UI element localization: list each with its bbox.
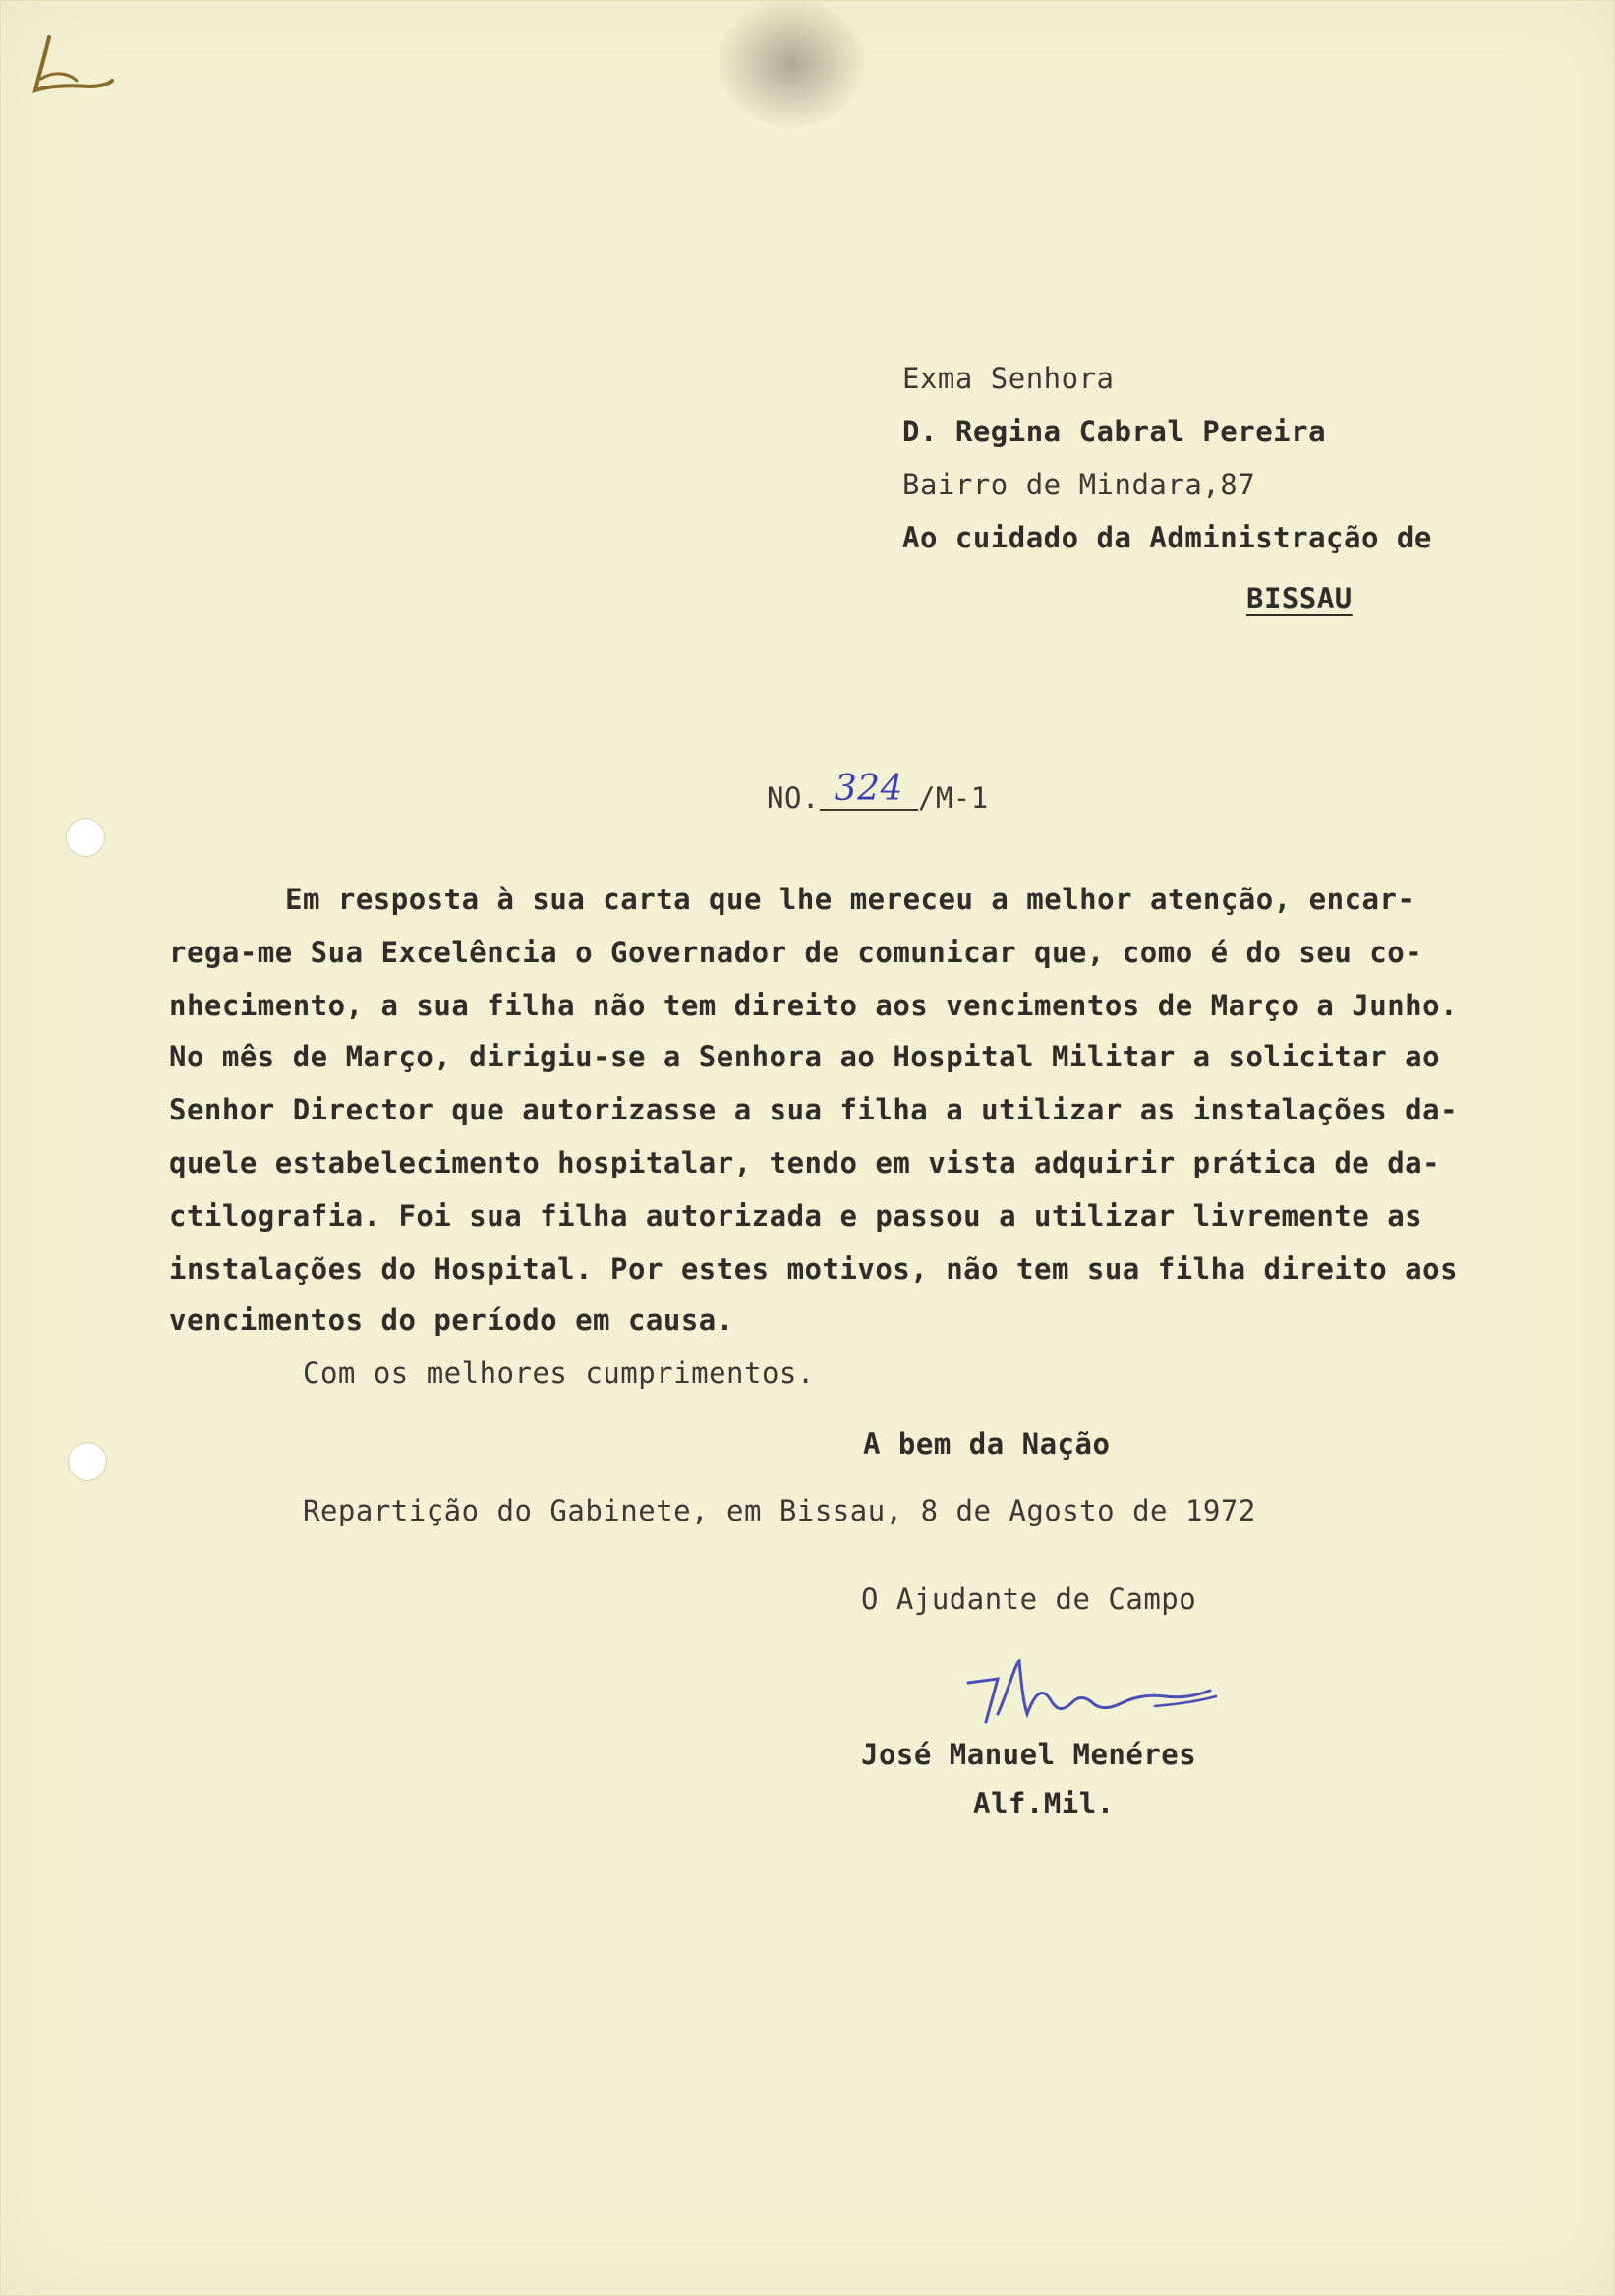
- reference-line: [767, 769, 989, 819]
- closing-line: Com os melhores cumprimentos.: [303, 1356, 815, 1390]
- body-line: instalações do Hospital. Por estes motivos, não tem sua filha direito aos: [169, 1252, 1459, 1286]
- body-line: vencimentos do período em causa.: [169, 1303, 734, 1337]
- address-street: Bairro de Mindara,87: [902, 468, 1256, 501]
- address-care-of: Ao cuidado da Administração de: [902, 521, 1432, 554]
- signatory-name: José Manuel Menéres: [861, 1738, 1197, 1771]
- ink-smudge: [718, 0, 865, 128]
- address-name: D. Regina Cabral Pereira: [902, 415, 1327, 448]
- reference-prefix: NO.: [767, 781, 820, 815]
- body-line: ctilografia. Foi sua filha autorizada e passou a utilizar livremente as: [169, 1199, 1423, 1233]
- signatory-rank: Alf.Mil.: [973, 1787, 1115, 1820]
- body-line: quele estabelecimento hospitalar, tendo em vista adquirir prática de da-: [169, 1146, 1441, 1179]
- reference-suffix: /M-1: [917, 781, 989, 815]
- handwritten-initial-mark: [28, 29, 116, 108]
- body-line: nhecimento, a sua filha não tem direito aos vencimentos de Março a Junho.: [169, 989, 1459, 1022]
- address-city: BISSAU: [1246, 582, 1353, 615]
- body-line: rega-me Sua Excelência o Governador de comunicar que, como é do seu co-: [169, 936, 1423, 969]
- address-salutation: Exma Senhora: [902, 362, 1115, 395]
- dateline: Repartição do Gabinete, em Bissau, 8 de Agosto de 1972: [303, 1494, 1256, 1527]
- body-line: Em resposta à sua carta que lhe mereceu a melhor atenção, encar-: [285, 883, 1415, 916]
- body-line: Senhor Director que autorizasse a sua filha a utilizar as instalações da-: [169, 1093, 1459, 1126]
- body-line: No mês de Março, dirigiu-se a Senhora ao Hospital Militar a solicitar ao: [169, 1040, 1441, 1073]
- punch-hole: [69, 1443, 106, 1480]
- reference-number-handwritten: 324: [820, 769, 918, 811]
- punch-hole: [67, 819, 104, 856]
- motto-line: A bem da Nação: [863, 1427, 1111, 1461]
- signatory-title: O Ajudante de Campo: [861, 1582, 1197, 1616]
